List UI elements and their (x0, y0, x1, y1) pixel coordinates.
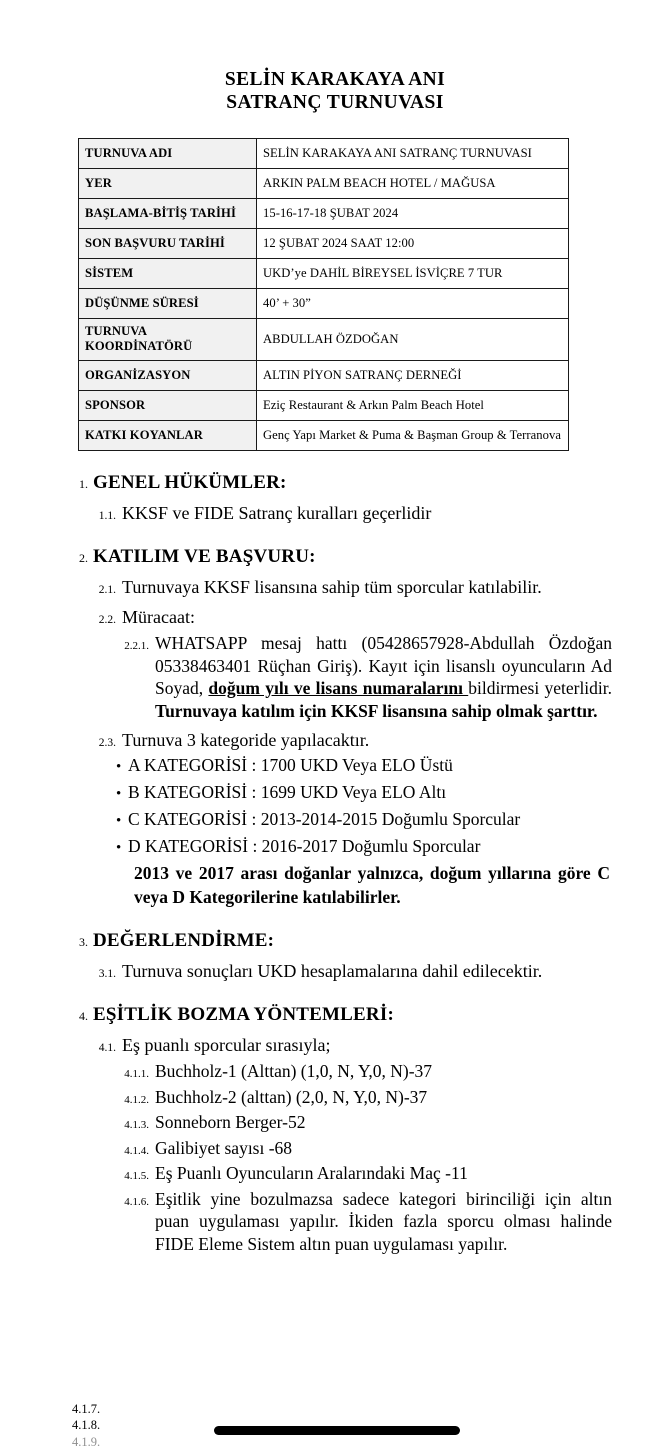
clause-text: Buchholz-2 (alttan) (2,0, N, Y,0, N)-37 (155, 1086, 428, 1107)
row-value: ALTIN PİYON SATRANÇ DERNEĞİ (257, 361, 569, 391)
section-title: GENEL HÜKÜMLER: (93, 472, 287, 493)
table-row (79, 391, 569, 421)
tiebreak-item-6 (72, 1188, 612, 1256)
row-label: KATKI KOYANLAR (79, 421, 257, 451)
clause-text-part-1: WHATSAPP mesaj hattı (05428657928-Abdullah Özdoğan 05338463401 Rüçhan Giriş). Kayıt için lisanslı oyuncuların Ad Soyad, (155, 633, 612, 698)
clause-text: Buchholz-1 (Alttan) (1,0, N, Y,0, N)-37 (155, 1061, 433, 1081)
tiebreak-item-4 (72, 1137, 612, 1160)
section-title: KATILIM VE BAŞVURU: (93, 546, 316, 567)
clause-number: 2.3. (98, 737, 116, 749)
tiebreak-item-1 (72, 1060, 612, 1083)
clause-3-1 (72, 960, 612, 983)
row-label: BAŞLAMA-BİTİŞ TARİHİ (79, 199, 257, 229)
section-number: 4. (79, 1009, 88, 1023)
clause-number: 3.1. (98, 968, 116, 980)
clause-number: 4.1.3. (124, 1119, 149, 1131)
row-value: ABDULLAH ÖZDOĞAN (257, 319, 569, 361)
row-value: UKD’ye DAHİL BİREYSEL İSVİÇRE 7 TUR (257, 259, 569, 289)
clause-text: KKSF ve FIDE Satranç kuralları geçerlidir (122, 503, 432, 523)
row-label: SİSTEM (79, 259, 257, 289)
tiebreak-item-2 (72, 1086, 612, 1109)
table-row (79, 199, 569, 229)
row-value: 12 ŞUBAT 2024 SAAT 12:00 (257, 229, 569, 259)
clause-2-1 (72, 576, 612, 599)
clause-1-1 (72, 502, 612, 525)
table-row (79, 421, 569, 451)
page-title-line-1: SELİN KARAKAYA ANI (224, 69, 446, 90)
list-item-label: A KATEGORİSİ : 1700 UKD Veya ELO Üstü (128, 755, 453, 775)
tiebreak-item-5 (72, 1162, 612, 1185)
section-title: EŞİTLİK BOZMA YÖNTEMLERİ: (93, 1004, 394, 1025)
clause-number: 4.1.1. (124, 1068, 149, 1080)
list-item (116, 780, 612, 807)
orphan-number: 4.1.7. (72, 1401, 101, 1416)
page-title (0, 0, 670, 114)
clause-4-1 (72, 1034, 612, 1057)
table-row (79, 169, 569, 199)
home-indicator-bar[interactable] (214, 1426, 460, 1435)
orphan-number: 4.1.9. (72, 1434, 101, 1449)
clause-text: Eşitlik yine bozulmazsa sadece kategori birinciliği için altın puan uygulaması yapılır. İkiden fazla sporcu olması halinde FIDE Eleme Sistem altın puan uygulaması yapılır. (155, 1188, 612, 1254)
category-list (72, 753, 612, 861)
clause-number: 2.2. (98, 614, 116, 626)
bullet-icon: • (116, 786, 122, 802)
clause-text: Eş Puanlı Oyuncuların Aralarındaki Maç -11 (155, 1163, 468, 1183)
clause-text-emphasis-bold: Turnuvaya katılım için KKSF lisansına sahip olmak şarttır. (155, 700, 598, 721)
clause-text: Turnuva sonuçları UKD hesaplamalarına dahil edilecektir. (122, 961, 543, 981)
row-label: YER (79, 169, 257, 199)
table-row (79, 289, 569, 319)
bullet-icon: • (116, 840, 122, 856)
list-item-label: C KATEGORİSİ : 2013-2014-2015 Doğumlu Sporcular (128, 809, 521, 829)
clause-2-3 (72, 729, 612, 752)
section-heading-4 (72, 1003, 612, 1027)
list-item-label: D KATEGORİSİ : 2016-2017 Doğumlu Sporcular (128, 836, 481, 856)
section-heading-3 (72, 929, 612, 953)
clause-text: Eş puanlı sporcular sırasıyla; (122, 1035, 331, 1055)
category-age-note: 2013 ve 2017 arası doğanlar yalnızca, doğum yıllarına göre C veya D Kategorilerine katılabilirler. (134, 863, 610, 907)
list-item (116, 807, 612, 834)
clause-2-2-1 (72, 632, 612, 722)
table-row (79, 361, 569, 391)
row-label: TURNUVA KOORDİNATÖRÜ (79, 319, 257, 361)
list-item (116, 753, 612, 780)
table-row (79, 319, 569, 361)
row-value: ARKIN PALM BEACH HOTEL / MAĞUSA (257, 169, 569, 199)
clause-number: 4.1.2. (124, 1093, 149, 1106)
row-label: SON BAŞVURU TARİHİ (79, 229, 257, 259)
clause-number: 4.1.5. (124, 1170, 149, 1182)
section-heading-2 (72, 545, 612, 569)
clause-text: Turnuva 3 kategoride yapılacaktır. (122, 730, 370, 750)
section-number: 2. (79, 551, 88, 565)
table-row (79, 229, 569, 259)
clause-number: 2.1. (98, 584, 116, 596)
clause-text-part-2: bildirmesi yeterlidir. (468, 678, 613, 698)
clause-text: Turnuvaya KKSF lisansına sahip tüm sporcular katılabilir. (122, 577, 542, 597)
row-label: ORGANİZASYON (79, 361, 257, 391)
table-row (79, 139, 569, 169)
row-label: SPONSOR (79, 391, 257, 421)
clause-text-emphasis-underlined: doğum yılı ve lisans numaralarını (208, 678, 469, 698)
row-value: SELİN KARAKAYA ANI SATRANÇ TURNUVASI (257, 139, 569, 169)
row-label: TURNUVA ADI (79, 139, 257, 169)
row-value: 15-16-17-18 ŞUBAT 2024 (257, 199, 569, 229)
table-row (79, 259, 569, 289)
document-body (0, 471, 670, 1255)
clause-text: Sonneborn Berger-52 (155, 1112, 306, 1132)
clause-text: Galibiyet sayısı -68 (155, 1137, 293, 1158)
row-value: Genç Yapı Market & Puma & Başman Group & Terranova (257, 421, 569, 451)
clause-text: Müracaat: (122, 607, 195, 627)
tournament-info-table (78, 138, 569, 451)
section-title: DEĞERLENDİRME: (93, 930, 275, 951)
row-label: DÜŞÜNME SÜRESİ (79, 289, 257, 319)
clause-number: 1.1. (98, 510, 116, 522)
clause-number: 4.1.6. (124, 1195, 149, 1208)
orphan-clause-numbers (72, 1401, 100, 1450)
clause-number: 4.1.4. (124, 1144, 149, 1157)
bullet-icon: • (116, 813, 122, 829)
section-heading-1 (72, 471, 612, 495)
list-item-label: B KATEGORİSİ : 1699 UKD Veya ELO Altı (128, 782, 447, 802)
section-number: 3. (79, 935, 88, 949)
section-number: 1. (79, 477, 88, 491)
clause-number: 4.1. (98, 1042, 116, 1054)
clause-number: 2.2.1. (124, 640, 149, 652)
tiebreak-item-3 (72, 1111, 612, 1134)
bullet-icon: • (116, 759, 122, 775)
row-value: 40’ + 30” (257, 289, 569, 319)
clause-text (155, 632, 612, 722)
row-value: Eziç Restaurant & Arkın Palm Beach Hotel (257, 391, 569, 421)
tournament-info-table-wrapper (0, 138, 670, 451)
orphan-number: 4.1.8. (72, 1418, 101, 1432)
page-title-line-2: SATRANÇ TURNUVASI (226, 92, 444, 113)
clause-2-2 (72, 606, 612, 629)
list-item (116, 834, 612, 861)
